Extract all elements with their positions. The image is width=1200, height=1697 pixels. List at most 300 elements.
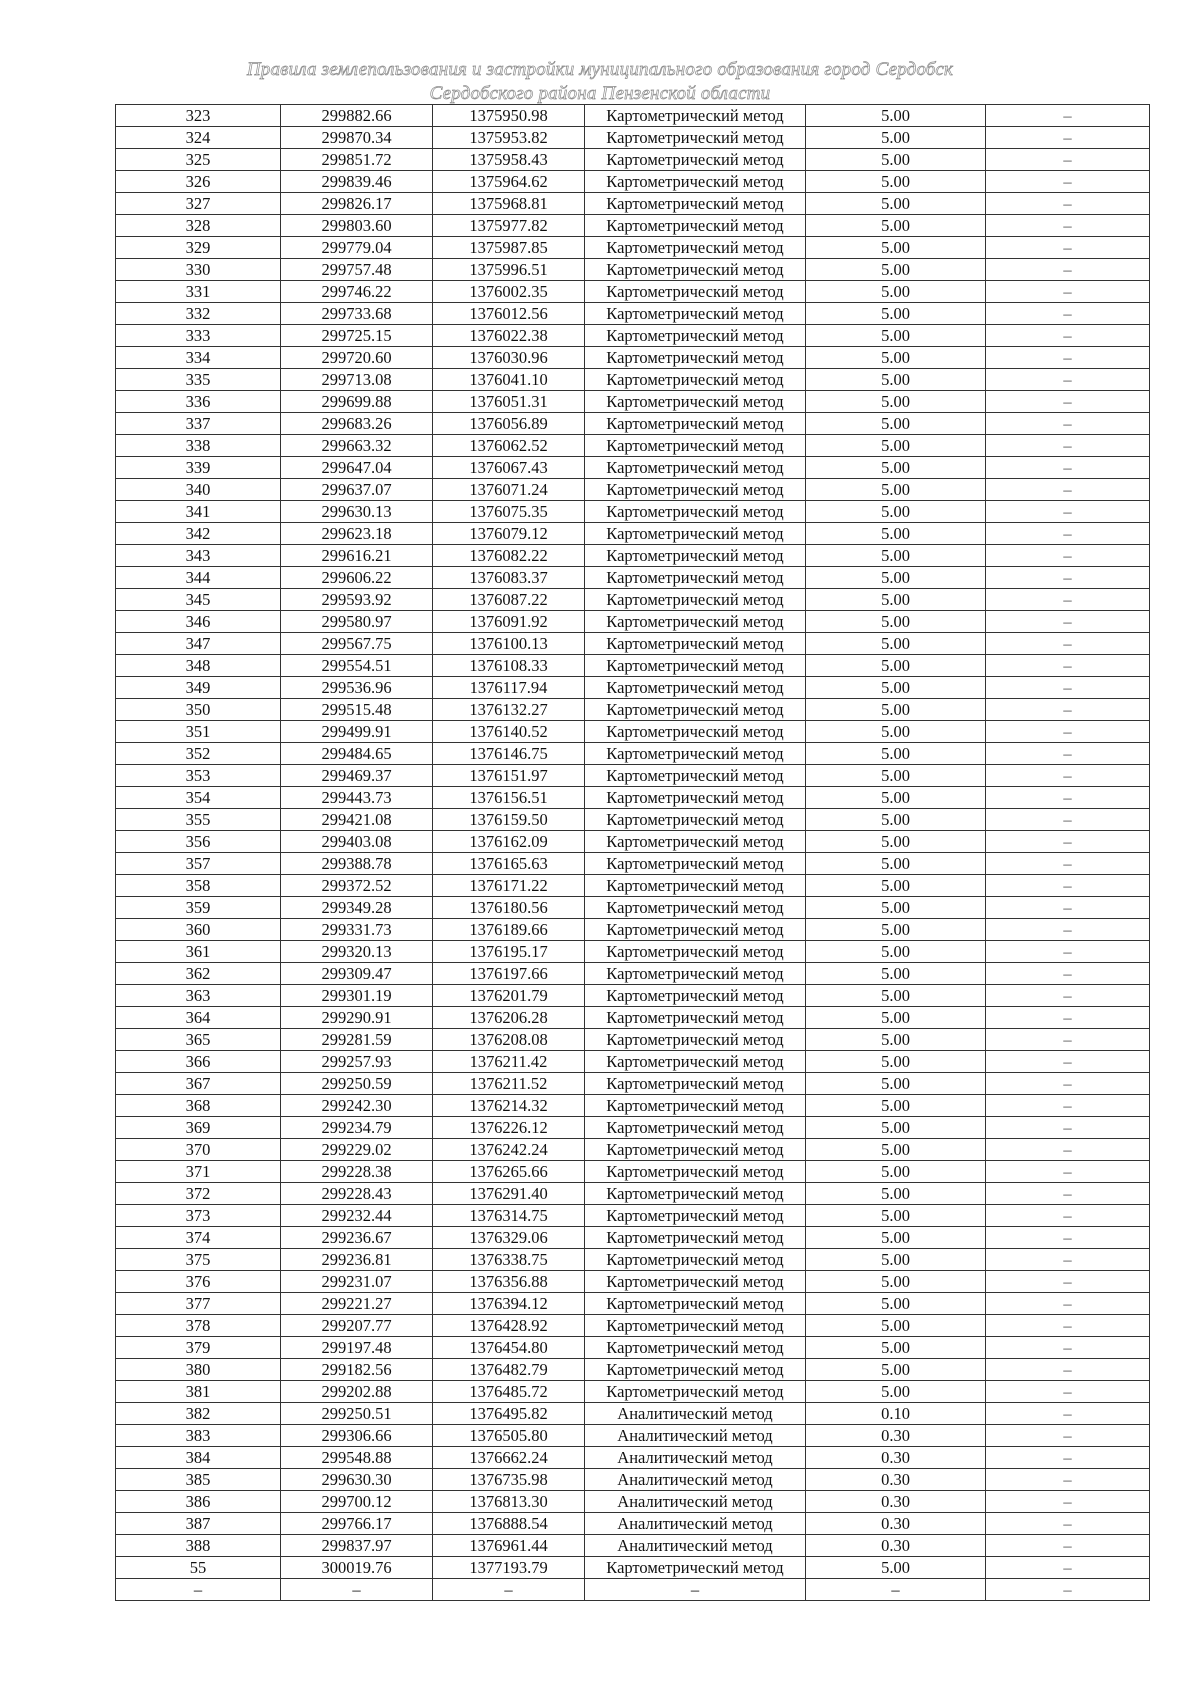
y-coordinate-cell: 1376002.35: [433, 281, 585, 303]
point-number-cell: 343: [116, 545, 281, 567]
x-coordinate-cell: 299554.51: [281, 655, 433, 677]
x-coordinate-cell: 299349.28: [281, 897, 433, 919]
point-number-cell: 382: [116, 1403, 281, 1425]
note-cell: –: [986, 127, 1150, 149]
x-coordinate-cell: 299647.04: [281, 457, 433, 479]
method-cell: Картометрический метод: [585, 699, 806, 721]
note-cell: –: [986, 809, 1150, 831]
method-cell: Картометрический метод: [585, 1557, 806, 1579]
precision-cell: 5.00: [806, 897, 986, 919]
y-coordinate-cell: 1376454.80: [433, 1337, 585, 1359]
precision-cell: 0.30: [806, 1535, 986, 1557]
y-coordinate-cell: 1376012.56: [433, 303, 585, 325]
precision-cell: 5.00: [806, 1381, 986, 1403]
precision-cell: 0.30: [806, 1447, 986, 1469]
note-cell: –: [986, 567, 1150, 589]
note-cell: –: [986, 875, 1150, 897]
table-row: [116, 1271, 1150, 1293]
method-cell: Картометрический метод: [585, 1029, 806, 1051]
precision-cell: 5.00: [806, 325, 986, 347]
note-cell: –: [986, 655, 1150, 677]
note-cell: –: [986, 1293, 1150, 1315]
y-coordinate-cell: 1376226.12: [433, 1117, 585, 1139]
precision-cell: 5.00: [806, 809, 986, 831]
x-coordinate-cell: 299630.30: [281, 1469, 433, 1491]
note-cell: –: [986, 1205, 1150, 1227]
note-cell: –: [986, 215, 1150, 237]
precision-cell: 5.00: [806, 479, 986, 501]
table-row: [116, 853, 1150, 875]
coordinates-table-body: [116, 105, 1150, 1601]
note-cell: –: [986, 1381, 1150, 1403]
precision-cell: 5.00: [806, 1117, 986, 1139]
table-row: [116, 787, 1150, 809]
note-cell: –: [986, 501, 1150, 523]
table-row: [116, 567, 1150, 589]
note-cell: –: [986, 1403, 1150, 1425]
x-coordinate-cell: 299733.68: [281, 303, 433, 325]
table-row: [116, 479, 1150, 501]
x-coordinate-cell: 299548.88: [281, 1447, 433, 1469]
note-cell: –: [986, 897, 1150, 919]
note-cell: –: [986, 193, 1150, 215]
y-coordinate-cell: 1376165.63: [433, 853, 585, 875]
point-number-cell: 335: [116, 369, 281, 391]
point-number-cell: 336: [116, 391, 281, 413]
note-cell: –: [986, 743, 1150, 765]
y-coordinate-cell: 1376356.88: [433, 1271, 585, 1293]
x-coordinate-cell: 299290.91: [281, 1007, 433, 1029]
table-row: [116, 523, 1150, 545]
table-row: [116, 501, 1150, 523]
point-number-cell: 374: [116, 1227, 281, 1249]
method-cell: Картометрический метод: [585, 281, 806, 303]
y-coordinate-cell: 1376211.52: [433, 1073, 585, 1095]
method-cell: Картометрический метод: [585, 1073, 806, 1095]
point-number-cell: 340: [116, 479, 281, 501]
table-row: [116, 1249, 1150, 1271]
x-coordinate-cell: 299236.67: [281, 1227, 433, 1249]
precision-cell: 0.30: [806, 1513, 986, 1535]
note-cell: –: [986, 765, 1150, 787]
precision-cell: 5.00: [806, 369, 986, 391]
method-cell: Картометрический метод: [585, 655, 806, 677]
method-cell: Картометрический метод: [585, 1161, 806, 1183]
y-coordinate-cell: 1376961.44: [433, 1535, 585, 1557]
precision-cell: 5.00: [806, 105, 986, 127]
method-cell: –: [585, 1579, 806, 1601]
x-coordinate-cell: 299320.13: [281, 941, 433, 963]
method-cell: Картометрический метод: [585, 1117, 806, 1139]
precision-cell: 5.00: [806, 919, 986, 941]
method-cell: Картометрический метод: [585, 677, 806, 699]
x-coordinate-cell: 299443.73: [281, 787, 433, 809]
precision-cell: 5.00: [806, 1337, 986, 1359]
table-row: [116, 1359, 1150, 1381]
note-cell: –: [986, 1579, 1150, 1601]
point-number-cell: 327: [116, 193, 281, 215]
note-cell: –: [986, 1447, 1150, 1469]
table-row: [116, 1425, 1150, 1447]
running-header-line-2: Сердобского района Пензенской области: [429, 83, 771, 104]
method-cell: Картометрический метод: [585, 215, 806, 237]
y-coordinate-cell: 1376329.06: [433, 1227, 585, 1249]
y-coordinate-cell: 1376087.22: [433, 589, 585, 611]
point-number-cell: 362: [116, 963, 281, 985]
point-number-cell: 379: [116, 1337, 281, 1359]
x-coordinate-cell: 299207.77: [281, 1315, 433, 1337]
y-coordinate-cell: 1376206.28: [433, 1007, 585, 1029]
method-cell: Картометрический метод: [585, 1293, 806, 1315]
method-cell: Картометрический метод: [585, 743, 806, 765]
y-coordinate-cell: 1376314.75: [433, 1205, 585, 1227]
method-cell: Картометрический метод: [585, 1051, 806, 1073]
point-number-cell: 55: [116, 1557, 281, 1579]
method-cell: Картометрический метод: [585, 127, 806, 149]
note-cell: –: [986, 963, 1150, 985]
note-cell: –: [986, 391, 1150, 413]
x-coordinate-cell: 299229.02: [281, 1139, 433, 1161]
y-coordinate-cell: 1376146.75: [433, 743, 585, 765]
x-coordinate-cell: 299882.66: [281, 105, 433, 127]
point-number-cell: 363: [116, 985, 281, 1007]
note-cell: –: [986, 1271, 1150, 1293]
precision-cell: 5.00: [806, 633, 986, 655]
method-cell: Картометрический метод: [585, 611, 806, 633]
point-number-cell: 346: [116, 611, 281, 633]
y-coordinate-cell: 1376071.24: [433, 479, 585, 501]
precision-cell: 5.00: [806, 303, 986, 325]
x-coordinate-cell: 299746.22: [281, 281, 433, 303]
x-coordinate-cell: 299281.59: [281, 1029, 433, 1051]
table-row: [116, 699, 1150, 721]
point-number-cell: 371: [116, 1161, 281, 1183]
note-cell: –: [986, 369, 1150, 391]
note-cell: –: [986, 237, 1150, 259]
x-coordinate-cell: 299242.30: [281, 1095, 433, 1117]
x-coordinate-cell: 299372.52: [281, 875, 433, 897]
y-coordinate-cell: 1376091.92: [433, 611, 585, 633]
x-coordinate-cell: 299837.97: [281, 1535, 433, 1557]
y-coordinate-cell: 1375996.51: [433, 259, 585, 281]
method-cell: Аналитический метод: [585, 1447, 806, 1469]
point-number-cell: 354: [116, 787, 281, 809]
precision-cell: 0.30: [806, 1425, 986, 1447]
point-number-cell: 337: [116, 413, 281, 435]
y-coordinate-cell: 1376151.97: [433, 765, 585, 787]
table-row: [116, 1139, 1150, 1161]
table-row: [116, 325, 1150, 347]
x-coordinate-cell: 299231.07: [281, 1271, 433, 1293]
x-coordinate-cell: 299700.12: [281, 1491, 433, 1513]
table-row: [116, 237, 1150, 259]
y-coordinate-cell: 1375987.85: [433, 237, 585, 259]
method-cell: Картометрический метод: [585, 1205, 806, 1227]
point-number-cell: 366: [116, 1051, 281, 1073]
table-row: [116, 1469, 1150, 1491]
precision-cell: 5.00: [806, 1007, 986, 1029]
table-row: [116, 1315, 1150, 1337]
precision-cell: 5.00: [806, 589, 986, 611]
x-coordinate-cell: 299257.93: [281, 1051, 433, 1073]
precision-cell: 5.00: [806, 347, 986, 369]
x-coordinate-cell: 299683.26: [281, 413, 433, 435]
precision-cell: 5.00: [806, 501, 986, 523]
precision-cell: 5.00: [806, 1227, 986, 1249]
point-number-cell: 376: [116, 1271, 281, 1293]
note-cell: –: [986, 941, 1150, 963]
table-row: [116, 1293, 1150, 1315]
y-coordinate-cell: 1376075.35: [433, 501, 585, 523]
point-number-cell: 367: [116, 1073, 281, 1095]
note-cell: –: [986, 1535, 1150, 1557]
y-coordinate-cell: 1376505.80: [433, 1425, 585, 1447]
x-coordinate-cell: 299606.22: [281, 567, 433, 589]
y-coordinate-cell: 1376180.56: [433, 897, 585, 919]
precision-cell: 5.00: [806, 1315, 986, 1337]
precision-cell: 5.00: [806, 941, 986, 963]
method-cell: Картометрический метод: [585, 1359, 806, 1381]
precision-cell: 5.00: [806, 281, 986, 303]
table-row: [116, 1029, 1150, 1051]
note-cell: –: [986, 1183, 1150, 1205]
note-cell: –: [986, 171, 1150, 193]
point-number-cell: 330: [116, 259, 281, 281]
table-row: [116, 303, 1150, 325]
point-number-cell: 350: [116, 699, 281, 721]
table-row: [116, 1095, 1150, 1117]
note-cell: –: [986, 1425, 1150, 1447]
table-row: [116, 941, 1150, 963]
note-cell: –: [986, 325, 1150, 347]
table-row: [116, 1579, 1150, 1601]
table-row: [116, 1337, 1150, 1359]
x-coordinate-cell: 299469.37: [281, 765, 433, 787]
table-row: [116, 457, 1150, 479]
precision-cell: 5.00: [806, 259, 986, 281]
y-coordinate-cell: 1376214.32: [433, 1095, 585, 1117]
note-cell: –: [986, 1095, 1150, 1117]
y-coordinate-cell: 1376265.66: [433, 1161, 585, 1183]
point-number-cell: 344: [116, 567, 281, 589]
point-number-cell: 380: [116, 1359, 281, 1381]
method-cell: Картометрический метод: [585, 369, 806, 391]
precision-cell: 5.00: [806, 523, 986, 545]
point-number-cell: 358: [116, 875, 281, 897]
y-coordinate-cell: 1376159.50: [433, 809, 585, 831]
note-cell: –: [986, 457, 1150, 479]
precision-cell: 5.00: [806, 545, 986, 567]
method-cell: Картометрический метод: [585, 1007, 806, 1029]
note-cell: –: [986, 1249, 1150, 1271]
table-row: [116, 193, 1150, 215]
x-coordinate-cell: 299250.59: [281, 1073, 433, 1095]
x-coordinate-cell: 299197.48: [281, 1337, 433, 1359]
y-coordinate-cell: 1376482.79: [433, 1359, 585, 1381]
point-number-cell: 353: [116, 765, 281, 787]
y-coordinate-cell: 1376067.43: [433, 457, 585, 479]
y-coordinate-cell: 1376079.12: [433, 523, 585, 545]
y-coordinate-cell: 1376813.30: [433, 1491, 585, 1513]
point-number-cell: 369: [116, 1117, 281, 1139]
y-coordinate-cell: 1376242.24: [433, 1139, 585, 1161]
precision-cell: 5.00: [806, 1183, 986, 1205]
method-cell: Картометрический метод: [585, 149, 806, 171]
point-number-cell: 375: [116, 1249, 281, 1271]
x-coordinate-cell: 299232.44: [281, 1205, 433, 1227]
x-coordinate-cell: 299779.04: [281, 237, 433, 259]
table-row: [116, 149, 1150, 171]
method-cell: Картометрический метод: [585, 237, 806, 259]
y-coordinate-cell: 1376394.12: [433, 1293, 585, 1315]
table-row: [116, 589, 1150, 611]
x-coordinate-cell: 300019.76: [281, 1557, 433, 1579]
method-cell: Картометрический метод: [585, 1271, 806, 1293]
note-cell: –: [986, 1469, 1150, 1491]
method-cell: Картометрический метод: [585, 831, 806, 853]
x-coordinate-cell: 299826.17: [281, 193, 433, 215]
table-row: [116, 391, 1150, 413]
precision-cell: 5.00: [806, 611, 986, 633]
point-number-cell: 338: [116, 435, 281, 457]
precision-cell: 0.30: [806, 1491, 986, 1513]
y-coordinate-cell: 1377193.79: [433, 1557, 585, 1579]
y-coordinate-cell: 1376117.94: [433, 677, 585, 699]
method-cell: Картометрический метод: [585, 897, 806, 919]
precision-cell: 5.00: [806, 985, 986, 1007]
method-cell: Картометрический метод: [585, 457, 806, 479]
x-coordinate-cell: 299803.60: [281, 215, 433, 237]
x-coordinate-cell: 299202.88: [281, 1381, 433, 1403]
note-cell: –: [986, 281, 1150, 303]
note-cell: –: [986, 611, 1150, 633]
point-number-cell: 326: [116, 171, 281, 193]
precision-cell: 5.00: [806, 831, 986, 853]
method-cell: Картометрический метод: [585, 391, 806, 413]
precision-cell: 5.00: [806, 875, 986, 897]
precision-cell: 5.00: [806, 1095, 986, 1117]
note-cell: –: [986, 1337, 1150, 1359]
note-cell: –: [986, 1073, 1150, 1095]
y-coordinate-cell: 1376100.13: [433, 633, 585, 655]
precision-cell: 5.00: [806, 743, 986, 765]
precision-cell: 5.00: [806, 1359, 986, 1381]
precision-cell: 5.00: [806, 391, 986, 413]
point-number-cell: 368: [116, 1095, 281, 1117]
table-row: [116, 1117, 1150, 1139]
table-row: [116, 1447, 1150, 1469]
note-cell: –: [986, 259, 1150, 281]
method-cell: Картометрический метод: [585, 963, 806, 985]
y-coordinate-cell: 1376062.52: [433, 435, 585, 457]
point-number-cell: 387: [116, 1513, 281, 1535]
note-cell: –: [986, 545, 1150, 567]
x-coordinate-cell: 299630.13: [281, 501, 433, 523]
method-cell: Картометрический метод: [585, 259, 806, 281]
method-cell: Аналитический метод: [585, 1513, 806, 1535]
precision-cell: 0.30: [806, 1469, 986, 1491]
method-cell: Картометрический метод: [585, 1227, 806, 1249]
point-number-cell: 359: [116, 897, 281, 919]
coordinates-table: [115, 104, 1150, 1601]
x-coordinate-cell: 299839.46: [281, 171, 433, 193]
x-coordinate-cell: 299757.48: [281, 259, 433, 281]
note-cell: –: [986, 1139, 1150, 1161]
y-coordinate-cell: 1376189.66: [433, 919, 585, 941]
method-cell: Картометрический метод: [585, 501, 806, 523]
x-coordinate-cell: 299221.27: [281, 1293, 433, 1315]
note-cell: –: [986, 1315, 1150, 1337]
x-coordinate-cell: 299870.34: [281, 127, 433, 149]
table-row: [116, 897, 1150, 919]
method-cell: Картометрический метод: [585, 105, 806, 127]
precision-cell: 5.00: [806, 1249, 986, 1271]
point-number-cell: 383: [116, 1425, 281, 1447]
y-coordinate-cell: 1376108.33: [433, 655, 585, 677]
point-number-cell: 365: [116, 1029, 281, 1051]
table-row: [116, 611, 1150, 633]
x-coordinate-cell: 299306.66: [281, 1425, 433, 1447]
note-cell: –: [986, 1557, 1150, 1579]
precision-cell: 5.00: [806, 1271, 986, 1293]
table-row: [116, 875, 1150, 897]
y-coordinate-cell: 1376338.75: [433, 1249, 585, 1271]
method-cell: Картометрический метод: [585, 1095, 806, 1117]
y-coordinate-cell: 1376171.22: [433, 875, 585, 897]
method-cell: Картометрический метод: [585, 1183, 806, 1205]
note-cell: –: [986, 413, 1150, 435]
point-number-cell: 384: [116, 1447, 281, 1469]
point-number-cell: 339: [116, 457, 281, 479]
table-row: [116, 1007, 1150, 1029]
table-row: [116, 743, 1150, 765]
x-coordinate-cell: 299403.08: [281, 831, 433, 853]
x-coordinate-cell: 299713.08: [281, 369, 433, 391]
method-cell: Картометрический метод: [585, 567, 806, 589]
table-row: [116, 545, 1150, 567]
y-coordinate-cell: 1376030.96: [433, 347, 585, 369]
method-cell: Картометрический метод: [585, 413, 806, 435]
precision-cell: 5.00: [806, 787, 986, 809]
precision-cell: 5.00: [806, 457, 986, 479]
method-cell: Картометрический метод: [585, 479, 806, 501]
method-cell: Картометрический метод: [585, 303, 806, 325]
note-cell: –: [986, 589, 1150, 611]
precision-cell: 5.00: [806, 765, 986, 787]
table-row: [116, 171, 1150, 193]
x-coordinate-cell: 299725.15: [281, 325, 433, 347]
x-coordinate-cell: 299663.32: [281, 435, 433, 457]
y-coordinate-cell: 1376662.24: [433, 1447, 585, 1469]
table-row: [116, 435, 1150, 457]
note-cell: –: [986, 721, 1150, 743]
table-row: [116, 1535, 1150, 1557]
precision-cell: 5.00: [806, 1557, 986, 1579]
y-coordinate-cell: 1376082.22: [433, 545, 585, 567]
point-number-cell: 377: [116, 1293, 281, 1315]
note-cell: –: [986, 985, 1150, 1007]
method-cell: Картометрический метод: [585, 347, 806, 369]
note-cell: –: [986, 435, 1150, 457]
point-number-cell: 386: [116, 1491, 281, 1513]
note-cell: –: [986, 149, 1150, 171]
table-row: [116, 919, 1150, 941]
y-coordinate-cell: 1375968.81: [433, 193, 585, 215]
method-cell: Картометрический метод: [585, 809, 806, 831]
table-row: [116, 721, 1150, 743]
x-coordinate-cell: 299499.91: [281, 721, 433, 743]
precision-cell: 5.00: [806, 237, 986, 259]
